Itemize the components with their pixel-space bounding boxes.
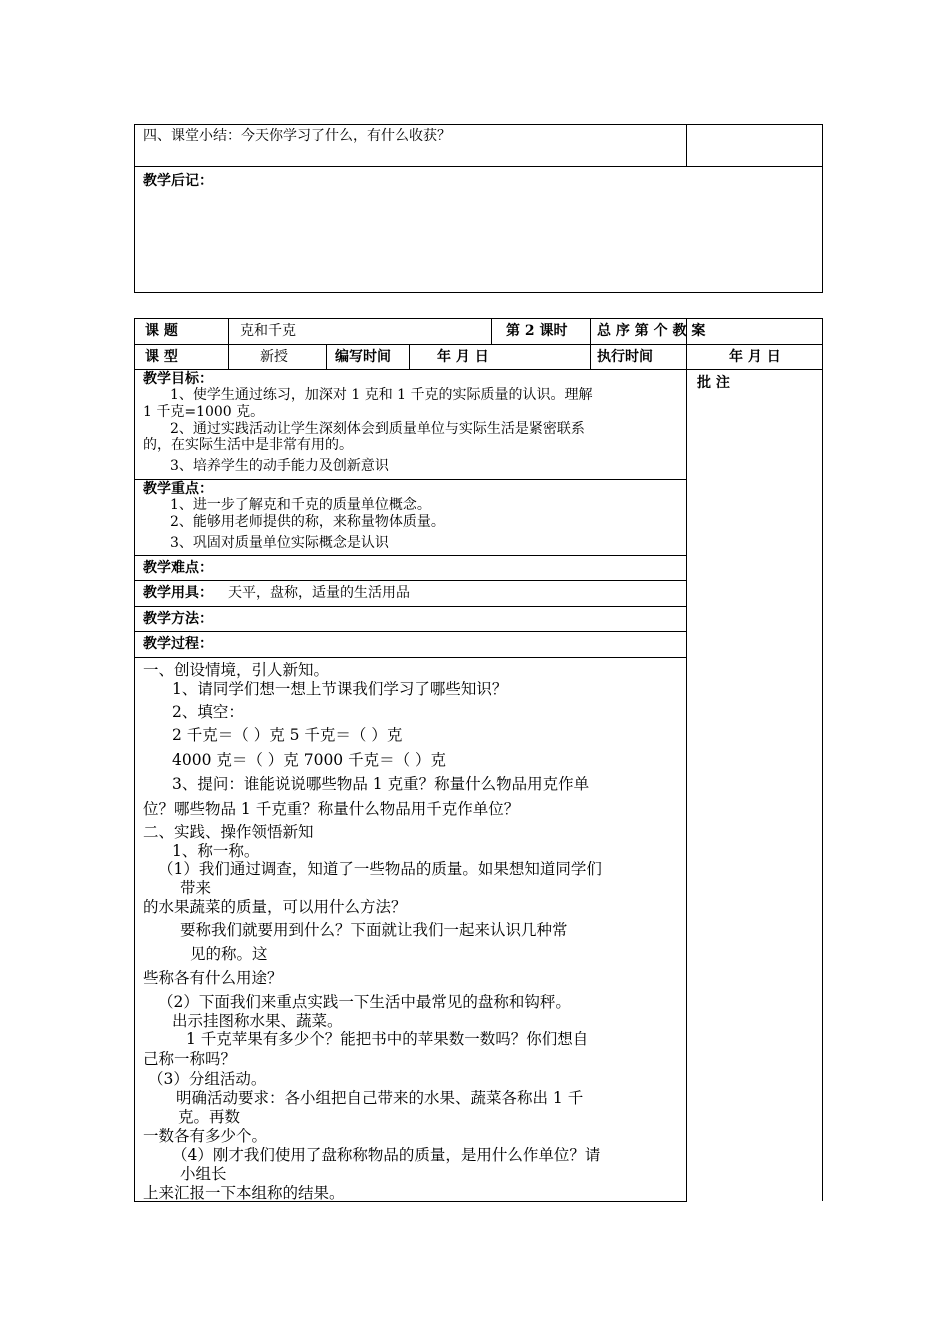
objective-line: 1 千克=1000 克。	[143, 404, 265, 420]
key-point-line: 3、巩固对质量单位实际概念是认识	[170, 535, 389, 551]
key-point-line: 1、进一步了解克和千克的质量单位概念。	[170, 497, 431, 513]
process-line: 上来汇报一下本组称的结果。	[143, 1184, 345, 1202]
process-line: 己称一称吗？	[143, 1050, 237, 1068]
topic-value: 克和千克	[240, 323, 296, 339]
postscript-label: 教学后记：	[143, 173, 213, 189]
process-line: （3）分组活动。	[148, 1070, 267, 1088]
process-line: 1、称一称。	[172, 842, 260, 860]
lesson-number: 第 2 课时	[506, 323, 568, 339]
topic-label: 课 题	[145, 323, 178, 339]
process-line: 二、实践、操作领悟新知	[143, 823, 314, 841]
exec-time-label: 执行时间	[597, 349, 653, 365]
process-line: 克。再数	[178, 1108, 241, 1126]
process-line: 见的称。这	[190, 945, 268, 963]
difficulty-label: 教学难点：	[143, 560, 213, 576]
exec-date: 年 月 日	[729, 349, 781, 365]
process-line: 要称我们就要用到什么？下面就让我们一起来认识几种常	[180, 921, 568, 939]
total-plan-number: 总 序 第 个 教 案	[597, 323, 706, 339]
key-point-line: 2、能够用老师提供的称，来称量物体质量。	[170, 514, 445, 530]
process-line: （4）刚才我们使用了盘称称物品的质量，是用什么作单位？请	[172, 1146, 601, 1164]
process-line: 出示挂图称水果、蔬菜。	[172, 1012, 343, 1030]
process-label: 教学过程：	[143, 636, 213, 652]
process-line: 一数各有多少个。	[143, 1127, 268, 1145]
process-line: 带来	[180, 879, 212, 897]
process-line: 3、提问：谁能说说哪些物品 1 克重？称量什么物品用克作单	[172, 775, 590, 793]
key-points-label: 教学重点：	[143, 481, 213, 497]
process-line: 4000 克＝（ ）克 7000 千克＝（ ）克	[172, 751, 447, 769]
process-line: 明确活动要求：各小组把自己带来的水果、蔬菜各称出 1 千	[176, 1089, 584, 1107]
compile-time-label: 编写时间	[335, 349, 391, 365]
process-line: 一、创设情境，引人新知。	[143, 661, 330, 679]
notes-label: 批 注	[697, 375, 730, 391]
class-summary: 四、课堂小结：今天你学习了什么，有什么收获？	[143, 128, 451, 144]
type-value: 新授	[260, 349, 288, 365]
tools-value: 天平，盘称，适量的生活用品	[228, 585, 410, 601]
process-line: 2、填空：	[172, 703, 244, 721]
process-line: 些称各有什么用途？	[143, 969, 283, 987]
objective-line: 1、使学生通过练习，加深对 1 克和 1 千克的实际质量的认识。理解	[170, 387, 593, 403]
method-label: 教学方法：	[143, 611, 213, 627]
objectives-label: 教学目标：	[143, 371, 213, 387]
process-line: 位？哪些物品 1 千克重？称量什么物品用千克作单位？	[143, 800, 520, 818]
objective-line: 的，在实际生活中是非常有用的。	[143, 437, 353, 453]
objective-line: 2、通过实践活动让学生深刻体会到质量单位与实际生活是紧密联系	[170, 421, 585, 437]
process-line: 的水果蔬菜的质量，可以用什么方法？	[143, 898, 407, 916]
objective-line: 3、培养学生的动手能力及创新意识	[170, 458, 389, 474]
compile-date: 年 月 日	[437, 349, 489, 365]
process-line: （2）下面我们来重点实践一下生活中最常见的盘称和钩秤。	[158, 993, 571, 1011]
tools-label: 教学用具：	[143, 585, 213, 601]
process-line: （1）我们通过调查，知道了一些物品的质量。如果想知道同学们	[158, 860, 602, 878]
type-label: 课 型	[145, 349, 178, 365]
process-line: 1 千克苹果有多少个？能把书中的苹果数一数吗？你们想自	[186, 1030, 589, 1048]
process-line: 1、请同学们想一想上节课我们学习了哪些知识？	[172, 680, 508, 698]
process-line: 小组长	[180, 1165, 227, 1183]
process-line: 2 千克＝（ ）克 5 千克＝（ ）克	[172, 726, 403, 744]
